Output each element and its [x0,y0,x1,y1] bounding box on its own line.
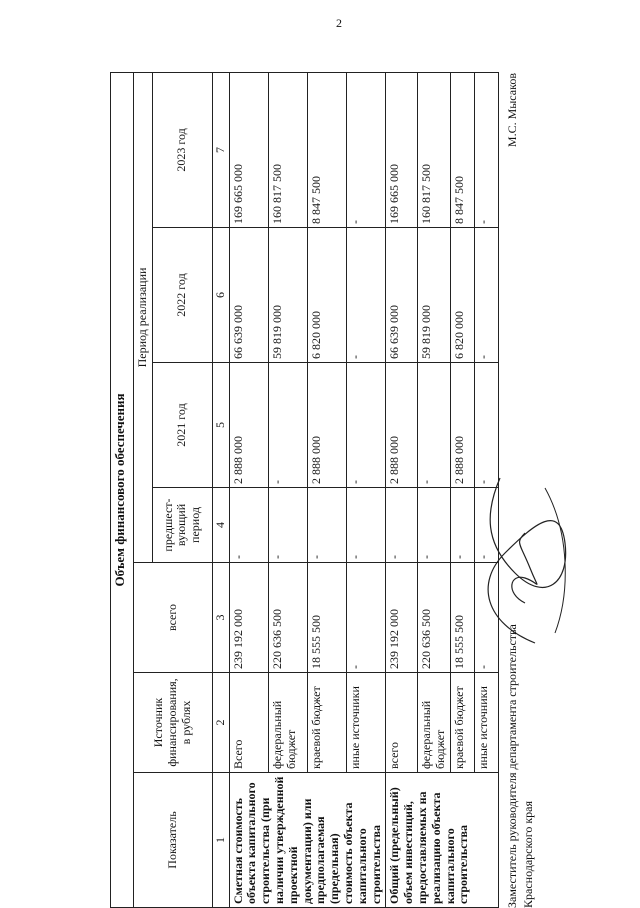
cell-2021: - [474,363,498,488]
cell-2021: 2 888 000 [307,363,346,488]
cell-total: 220 636 500 [268,563,307,673]
cell-2023: 160 817 500 [268,72,307,227]
col-number: 7 [212,72,229,227]
col-number: 2 [212,673,229,773]
group-indicator: Общий (предельный) объем инвестиций, предоставляемых на реализацию объекта капитального строительства [386,773,499,908]
cell-source: федеральный бюджет [418,673,451,773]
cell-previous: - [386,488,418,563]
cell-total: 18 555 500 [307,563,346,673]
position-line: Краснодарского края [520,800,535,908]
cell-total: 239 192 000 [386,563,418,673]
cell-2021: 2 888 000 [450,363,474,488]
cell-previous: - [347,488,386,563]
group-indicator: Сметная стоимость объекта капитального строительства (при наличии утвержденной проектной документации) или предполагаемая (предельная) стоимость объекта капитального строительства [229,773,386,908]
landscape-content [110,68,550,908]
cell-2023: 8 847 500 [450,72,474,227]
header-2023: 2023 год [152,72,212,227]
cell-2021: - [268,363,307,488]
signatory-name: М.С. Мысаков [505,73,519,148]
cell-2022: 6 820 000 [450,228,474,363]
cell-previous: - [450,488,474,563]
financing-table [110,72,499,908]
page-number: 2 [336,16,342,30]
rotated-sheet [110,68,550,908]
cell-2021: 2 888 000 [386,363,418,488]
cell-2021: - [418,363,451,488]
cell-2023: 8 847 500 [307,72,346,227]
cell-source: краевой бюджет [307,673,346,773]
position-line: Заместитель руководителя департамента строительства [505,624,519,908]
cell-2022: 66 639 000 [229,228,268,363]
cell-total: 239 192 000 [229,563,268,673]
header-2022: 2022 год [152,228,212,363]
cell-2022: 59 819 000 [418,228,451,363]
col-number: 3 [212,563,229,673]
header-total: всего [134,563,213,673]
cell-previous: - [268,488,307,563]
cell-total: 220 636 500 [418,563,451,673]
col-number: 1 [212,773,229,908]
cell-previous: - [474,488,498,563]
cell-2022: - [347,228,386,363]
cell-2021: 2 888 000 [229,363,268,488]
cell-total: 18 555 500 [450,563,474,673]
cell-2022: - [474,228,498,363]
cell-2023: - [474,72,498,227]
cell-previous: - [418,488,451,563]
cell-source: иные источники [347,673,386,773]
cell-source: всего [386,673,418,773]
cell-source: краевой бюджет [450,673,474,773]
col-number: 6 [212,228,229,363]
table-row [386,72,418,907]
cell-2023: 169 665 000 [229,72,268,227]
header-previous: предшест-вующий период [152,488,212,563]
header-source: Источник финансирования, в рублях [134,673,213,773]
header-2021: 2021 год [152,363,212,488]
signatory-position [505,624,536,908]
cell-source: Всего [229,673,268,773]
table-row [229,72,268,907]
cell-2021: - [347,363,386,488]
header-period: Период реализации [134,72,153,562]
col-number: 5 [212,363,229,488]
header-indicator: Показатель [134,773,213,908]
cell-2022: 66 639 000 [386,228,418,363]
cell-total: - [474,563,498,673]
cell-previous: - [229,488,268,563]
cell-2022: 59 819 000 [268,228,307,363]
cell-2022: 6 820 000 [307,228,346,363]
cell-source: иные источники [474,673,498,773]
table-title: Объем финансового обеспечения [111,72,134,907]
cell-source: федеральный бюджет [268,673,307,773]
cell-previous: - [307,488,346,563]
cell-2023: 160 817 500 [418,72,451,227]
col-number: 4 [212,488,229,563]
cell-2023: - [347,72,386,227]
cell-2023: 169 665 000 [386,72,418,227]
cell-total: - [347,563,386,673]
